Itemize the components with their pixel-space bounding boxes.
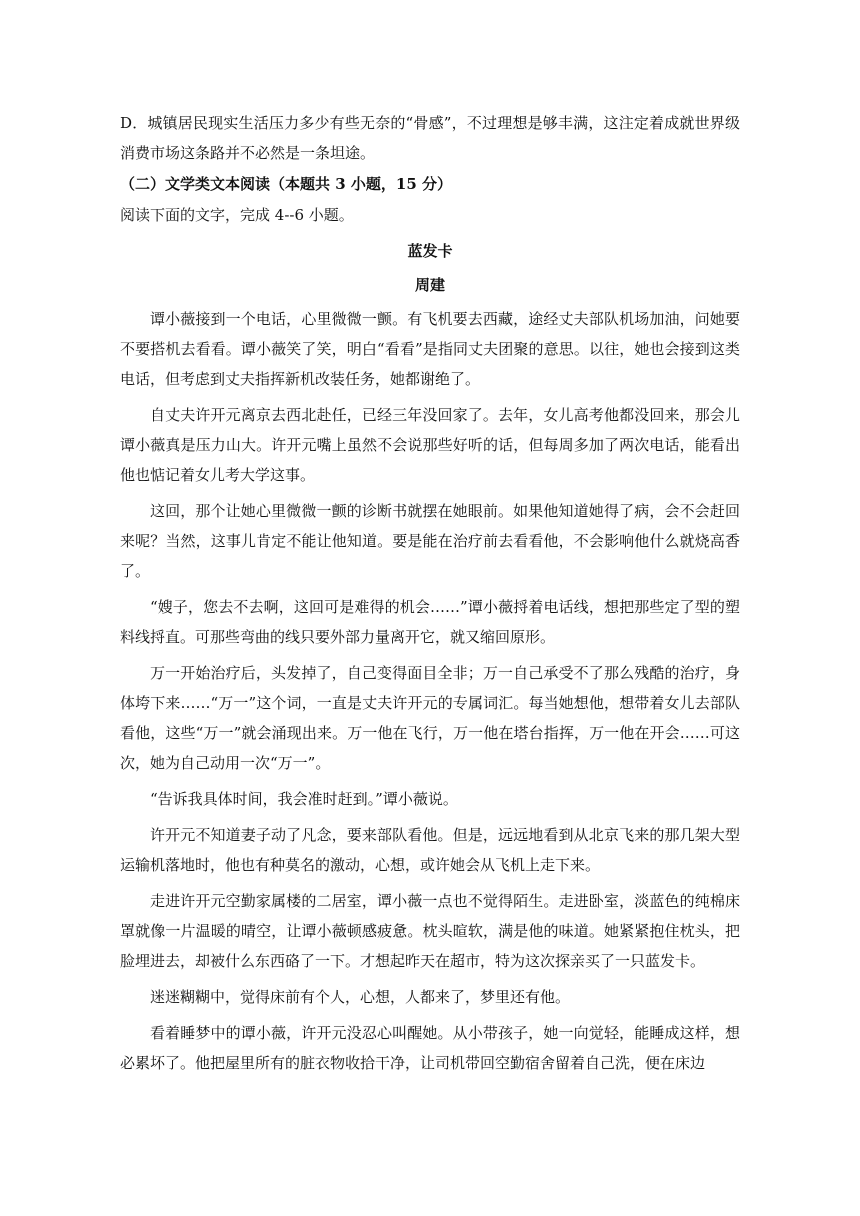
story-paragraph-2: 自丈夫许开元离京去西北赴任，已经三年没回家了。去年，女儿高考他都没回来，那会儿谭小薇真是压力山大。许开元嘴上虽然不会说那些好听的话，但每周多加了两次电话，能看出他也惦记着女儿考大学这事。: [120, 406, 740, 484]
story-paragraph-7: 许开元不知道妻子动了凡念，要来部队看他。但是，远远地看到从北京飞来的那几架大型运输机落地时，他也有种莫名的激动，心想，或许她会从飞机上走下来。: [120, 826, 740, 874]
document-body: [120, 108, 740, 1078]
story-paragraph-1: 谭小薇接到一个电话，心里微微一颤。有飞机要去西藏，途经丈夫部队机场加油，问她要不要搭机去看看。谭小薇笑了笑，明白“看看”是指同丈夫团聚的意思。以往，她也会接到这类电话，但考虑到丈夫指挥新机改装任务，她都谢绝了。: [120, 310, 740, 388]
story-paragraph-8: 走进许开元空勤家属楼的二居室，谭小薇一点也不觉得陌生。走进卧室，淡蓝色的纯棉床罩就像一片温暖的晴空，让谭小薇顿感疲惫。枕头暄软，满是他的味道。她紧紧抱住枕头，把脸埋进去，却被什么东西硌了一下。才想起昨天在超市，特为这次探亲买了一只蓝发卡。: [120, 892, 740, 970]
story-paragraph-6: “告诉我具体时间，我会准时赶到。”谭小薇说。: [150, 790, 458, 808]
story-author: 周建: [414, 276, 445, 294]
story-paragraph-4: “嫂子，您去不去啊，这回可是难得的机会……”谭小薇捋着电话线，想把那些定了型的塑料线捋直。可那些弯曲的线只要外部力量离开它，就又缩回原形。: [120, 598, 740, 646]
story-paragraph-5: 万一开始治疗后，头发掉了，自己变得面目全非；万一自己承受不了那么残酷的治疗，身体垮下来……“万一”这个词，一直是丈夫许开元的专属词汇。每当她想他，想带着女儿去部队看他，这些“万一”就会涌现出来。万一他在飞行，万一他在塔台指挥，万一他在开会……可这次，她为自己动用一次“万一”。: [120, 664, 740, 772]
option-d-text: D．城镇居民现实生活压力多少有些无奈的“骨感”，不过理想是够丰满，这注定着成就世界级消费市场这条路并不必然是一条坦途。: [120, 114, 740, 162]
story-paragraph-10: 看着睡梦中的谭小薇，许开元没忍心叫醒她。从小带孩子，她一向觉轻，能睡成这样，想必累坏了。他把屋里所有的脏衣物收拾干净，让司机带回空勤宿舍留着自己洗，便在床边: [120, 1024, 740, 1072]
story-title: 蓝发卡: [407, 242, 453, 260]
story-paragraph-9: 迷迷糊糊中，觉得床前有个人，心想，人都来了，梦里还有他。: [150, 988, 571, 1006]
reading-instruction: 阅读下面的文字，完成 4--6 小题。: [120, 206, 354, 224]
section-heading: （二）文学类文本阅读（本题共 3 小题，15 分）: [120, 175, 452, 193]
story-paragraph-3: 这回，那个让她心里微微一颤的诊断书就摆在她眼前。如果他知道她得了病，会不会赶回来呢？当然，这事儿肯定不能让他知道。要是能在治疗前去看看他，不会影响他什么就烧高香了。: [120, 502, 740, 580]
